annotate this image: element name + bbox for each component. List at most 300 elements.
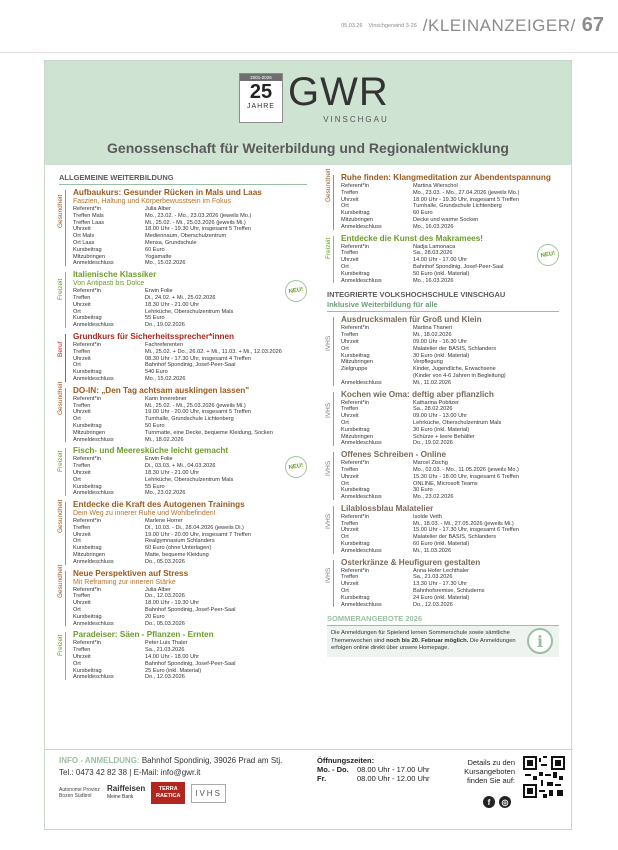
category-line	[65, 272, 66, 328]
course-detail-row	[73, 213, 307, 220]
detail-value: 30 Euro	[413, 487, 433, 494]
course-title: Grundkurs für Sicherheitssprecher*innen	[73, 331, 235, 341]
course-title: Osterkränze & Heufiguren gestalten	[341, 557, 481, 567]
terra-raetica-logo: TERRA RAETICA	[151, 782, 185, 804]
detail-value: Do., 19.02.2026	[413, 440, 453, 447]
detail-value: Turnhalle, Grundschule Lichtenberg	[145, 416, 234, 423]
category-line	[65, 388, 66, 443]
issue-date: 05.03.26	[341, 22, 363, 29]
course-detail-row	[341, 353, 559, 360]
course-detail-row	[341, 434, 559, 441]
course-detail-row	[341, 467, 559, 474]
logo-jahre: JAHRE	[247, 103, 275, 110]
qr-code-icon[interactable]	[523, 756, 565, 798]
detail-value: 30 Euro (inkl. Material)	[413, 426, 470, 433]
category-line	[333, 317, 334, 385]
category-line	[65, 448, 66, 496]
course-detail-row	[73, 369, 307, 376]
footer	[45, 749, 573, 831]
detail-value: Lehrküche, Oberschulzentrum Mals	[413, 419, 502, 426]
course-title: Italienische Klassiker	[73, 270, 157, 280]
detail-key: Treffen	[73, 348, 91, 355]
course-detail-row	[341, 264, 559, 271]
course-title: Paradeiser: Säen - Pflanzen - Ernten	[73, 630, 214, 640]
details-text: Details zu den Kursangeboten finden Sie auf:	[464, 758, 515, 785]
course-detail-row	[341, 494, 559, 501]
course-detail-row	[73, 490, 307, 497]
detail-key: Kursbeitrag	[341, 426, 370, 433]
course-detail-row	[73, 233, 307, 240]
course-detail-row	[73, 206, 307, 213]
course-detail-row	[341, 197, 559, 204]
course-detail-row	[341, 400, 559, 407]
detail-key: Treffen	[341, 250, 359, 257]
detail-value: 60 Euro (ohne Unterlagen)	[145, 545, 212, 552]
detail-key: Ort	[73, 538, 81, 545]
category-line	[333, 392, 334, 447]
detail-key: Anmeldeschluss	[73, 620, 114, 627]
detail-key: Treffen	[73, 402, 91, 409]
detail-value: 15.00 Uhr - 17.30 Uhr, insgesamt 6 Treffen	[413, 527, 519, 534]
course-detail-row	[73, 552, 307, 559]
detail-key: Uhrzeit	[73, 600, 91, 607]
detail-value: Do., 19.02.2026	[145, 322, 185, 329]
category-line	[65, 571, 66, 627]
detail-value: Mi., 11.02.2026	[413, 379, 452, 386]
detail-key: Ort	[341, 588, 349, 595]
detail-value: Marlene Horrer	[145, 518, 183, 525]
course-detail-row	[73, 416, 307, 423]
detail-key: Uhrzeit	[73, 654, 91, 661]
detail-key: Treffen Mals	[73, 212, 104, 219]
category-label: IVHS	[325, 460, 332, 476]
detail-value: 18.00 Uhr - 19.30 Uhr	[145, 600, 200, 607]
left-column	[59, 173, 307, 684]
detail-key: Kursbeitrag	[73, 545, 102, 552]
course-subtitle: Dein Weg zu innerer Ruhe und Wohlbefinden!	[73, 510, 216, 518]
category-line	[333, 560, 334, 608]
detail-value: Verpflegung	[413, 359, 443, 366]
course-entry	[327, 234, 559, 285]
detail-key: Kursbeitrag	[341, 270, 370, 277]
facebook-icon[interactable]: f	[483, 796, 495, 808]
sponsor-logos	[59, 782, 226, 804]
course-detail-row	[73, 545, 307, 552]
detail-value: (Kinder von 4-6 Jahren in Begleitung)	[413, 372, 506, 379]
detail-value: Bahnhofsremise, Schluderns	[413, 588, 485, 595]
detail-value: 20 Euro	[145, 613, 165, 620]
course-title: Ruhe finden: Klangmeditation zur Abendentspannung	[341, 173, 551, 182]
detail-value: Matte, bequeme Kleidung	[145, 552, 209, 559]
course-detail-row	[341, 548, 559, 555]
course-detail-row	[73, 647, 307, 654]
course-detail-row	[341, 373, 559, 380]
detail-key: Treffen	[73, 524, 91, 531]
detail-value: Mi., 18.02.2026	[413, 332, 452, 339]
detail-key: Referent*in	[341, 567, 369, 574]
detail-key: Anmeldeschluss	[341, 547, 382, 554]
detail-key: Referent*in	[341, 243, 369, 250]
detail-value: Mediennaum, Oberschulzentrum	[145, 233, 227, 240]
detail-value: Bahnhof Spondinig, Josef-Peer-Saal	[145, 362, 236, 369]
course-detail-row	[73, 484, 307, 491]
course-detail-row	[341, 210, 559, 217]
course-subtitle: Mit Reframing zur inneren Stärke	[73, 578, 176, 586]
detail-value: Do., 12.03.2026	[145, 674, 185, 681]
detail-key: Ort	[341, 203, 349, 210]
course-detail-row	[341, 271, 559, 278]
detail-key: Ort	[73, 660, 81, 667]
course-detail-row	[73, 593, 307, 600]
course-title: Entdecke die Kunst des Makramees!	[341, 233, 483, 243]
detail-value: ONLINE, Microsoft Teams	[413, 480, 478, 487]
category-line	[333, 175, 334, 230]
detail-key: Referent*in	[341, 183, 369, 189]
detail-value: 18.00 Uhr - 19.30 Uhr, insgesamt 5 Treffen	[413, 196, 519, 203]
course-detail-row	[73, 226, 307, 233]
detail-key: Referent*in	[73, 586, 101, 593]
course-detail-row	[73, 661, 307, 668]
detail-key: Anmeldeschluss	[73, 322, 114, 329]
course-title: Ausdrucksmalen für Groß und Klein	[341, 315, 482, 325]
detail-value: Isolde Veith	[413, 513, 442, 520]
course-detail-row	[341, 440, 559, 447]
detail-key: Uhrzeit	[341, 196, 359, 203]
course-detail-row	[73, 356, 307, 363]
category-label: IVHS	[325, 567, 332, 584]
category-line	[333, 452, 334, 500]
detail-value: 09.00 Uhr - 16.30 Uhr	[413, 338, 468, 345]
detail-key: Treffen	[73, 647, 91, 654]
detail-value: Bahnhof Spondinig, Josef-Peer-Saal	[145, 607, 236, 614]
detail-key: Kursbeitrag	[73, 483, 102, 490]
detail-key: Ort	[341, 263, 349, 270]
detail-key: Mitzubringen	[73, 552, 106, 559]
detail-key: Anmeldeschluss	[73, 375, 114, 382]
detail-value: Julia Alber	[145, 586, 171, 593]
course-title: Kochen wie Oma: deftig aber pflanzlich	[341, 389, 494, 399]
category-label: Freizeit	[325, 237, 332, 259]
category-label: Gesundheit	[57, 381, 64, 415]
hours-days: Fr.	[317, 774, 327, 783]
page-header	[341, 14, 604, 37]
detail-value: Do., 12.03.2026	[145, 593, 185, 600]
course-detail-row	[341, 481, 559, 488]
banner	[45, 61, 571, 165]
course-detail-row	[73, 600, 307, 607]
detail-value: Lehrküche, Oberschulzentrum Mals	[145, 476, 234, 483]
detail-value: Malatelier der BASIS, Schlanders	[413, 345, 497, 352]
course-detail-row	[341, 413, 559, 420]
logo-sub: VINSCHGAU	[323, 115, 389, 124]
detail-key: Ort Laas	[73, 239, 95, 246]
course-entry	[325, 168, 559, 231]
course-detail-row	[341, 183, 559, 190]
detail-key: Mitzubringen	[73, 253, 106, 260]
detail-value: 55 Euro	[145, 483, 165, 490]
detail-value: Mo., 23.02. - Mo., 23.03.2026 (jeweils Mo.)	[145, 212, 252, 219]
detail-value: Mi., 18.03. - Mi., 27.05.2026 (jeweils Mi.)	[413, 520, 514, 527]
course-detail-row	[73, 607, 307, 614]
detail-key: Treffen	[341, 574, 359, 581]
detail-key: Uhrzeit	[341, 338, 359, 345]
category-label: IVHS	[325, 335, 332, 351]
category-label: Freizeit	[57, 278, 64, 300]
detail-value: 55 Euro	[145, 315, 165, 322]
detail-value: Kinder, Jugendliche, Erwachsene	[413, 366, 496, 373]
footer-info	[59, 756, 282, 765]
course-detail-row	[341, 380, 559, 387]
detail-value: 25 Euro (inkl. Material)	[145, 667, 202, 674]
detail-key: Referent*in	[73, 288, 101, 295]
course-detail-row	[73, 470, 307, 477]
page-section-title: /KLEINANZEIGER/	[422, 15, 576, 35]
detail-key: Uhrzeit	[73, 531, 91, 538]
course-entry	[59, 332, 307, 383]
detail-key: Anmeldeschluss	[341, 440, 382, 447]
detail-value: Marcel Zischg	[413, 460, 448, 467]
detail-value: Karin Innerebner	[145, 395, 187, 402]
raiffeisen-logo: Raiffeisen Meine Bank	[107, 784, 146, 800]
detail-key: Anmeldeschluss	[73, 558, 114, 565]
detail-key: Treffen	[341, 189, 359, 196]
course-subtitle: Von Antipasti bis Dolce	[73, 280, 145, 288]
detail-value: 30 Euro (inkl. Material)	[413, 352, 470, 359]
logo-name: GWR	[288, 70, 389, 114]
detail-value: Sa., 28.02.2026	[413, 406, 453, 413]
detail-key: Referent*in	[341, 460, 369, 467]
detail-key: Kursbeitrag	[341, 541, 370, 548]
course-detail-row	[73, 342, 307, 349]
course-detail-row	[73, 247, 307, 254]
detail-key: Kursbeitrag	[73, 246, 102, 253]
detail-value: Do., 05.03.2026	[145, 558, 185, 565]
course-detail-row	[73, 614, 307, 621]
course-detail-row	[73, 668, 307, 675]
course-subtitle: Faszien, Haltung und Körperbewusstsein im Fokus	[73, 198, 231, 205]
category-line	[65, 632, 66, 680]
detail-key: Mitzubringen	[341, 433, 374, 440]
banner-title: Genossenschaft für Weiterbildung und Regionalentwicklung	[107, 140, 509, 156]
detail-key: Referent*in	[73, 456, 101, 463]
detail-key: Ort	[341, 534, 349, 541]
detail-value: 60 Euro	[145, 246, 165, 253]
detail-value: 18.30 Uhr - 21.00 Uhr	[145, 301, 200, 308]
course-detail-row	[73, 295, 307, 302]
course-detail-row	[341, 541, 559, 548]
section-title-allgemeine: ALLGEMEINE WEITERBILDUNG	[59, 173, 307, 185]
course-detail-row	[73, 477, 307, 484]
detail-key: Treffen	[73, 463, 91, 470]
detail-value: Bahnhof Spondinig, Josef-Peer-Saal	[413, 263, 504, 270]
course-detail-row	[341, 581, 559, 588]
course-detail-row	[341, 346, 559, 353]
detail-value: Peter Luis Thaler	[145, 640, 188, 647]
detail-key: Referent*in	[341, 325, 369, 332]
course-detail-row	[73, 362, 307, 369]
detail-key: Referent*in	[341, 399, 369, 406]
detail-value: Julia Alber	[145, 206, 171, 212]
course-detail-row	[73, 587, 307, 594]
detail-value: Bahnhof Spondinig, Josef-Peer-Saal	[145, 660, 236, 667]
detail-value: Anna Hofer Lechthaler	[413, 567, 469, 574]
detail-value: Di., 10.03. - Di., 28.04.2026 (jeweils Di.)	[145, 524, 244, 531]
detail-value: 08.30 Uhr - 17.30 Uhr, insgesamt 4 Treffen	[145, 355, 251, 362]
instagram-icon[interactable]: ◎	[499, 796, 511, 808]
detail-key: Treffen	[341, 406, 359, 413]
detail-key: Treffen	[341, 332, 359, 339]
detail-key: Referent*in	[73, 518, 101, 525]
detail-key: Referent*in	[73, 395, 101, 402]
sommer-box	[327, 626, 559, 657]
detail-value: 15.30 Uhr - 18.00 Uhr, insgesamt 6 Treffen	[413, 473, 519, 480]
ivhs-title: INTEGRIERTE VOLKSHOCHSCHULE VINSCHGAU	[327, 290, 506, 300]
detail-key: Treffen	[73, 294, 91, 301]
course-detail-row	[73, 559, 307, 566]
category-line	[333, 506, 334, 554]
course-detail-row	[341, 332, 559, 339]
course-detail-row	[73, 674, 307, 681]
detail-value: Mo., 23.03. - Mo., 27.04.2026 (jeweils Mo.)	[413, 189, 520, 196]
detail-key: Ort	[341, 419, 349, 426]
new-badge: NEU!	[283, 278, 308, 303]
course-detail-row	[341, 339, 559, 346]
info-label: INFO - ANMELDUNG:	[59, 756, 140, 765]
sommer-text-1: Die Anmeldungen für Spielend lernen Sommerschule sowie sämtliche Themenwochen sind	[331, 630, 510, 644]
detail-key: Mitzubringen	[341, 359, 374, 366]
detail-key: Zielgruppe	[341, 366, 368, 373]
course-entry	[59, 188, 307, 267]
course-detail-row	[73, 621, 307, 628]
detail-key: Treffen Laas	[73, 219, 105, 226]
detail-value: Malatelier der BASIS, Schlanders	[413, 534, 497, 541]
detail-value: 14.00 Uhr - 18.00 Uhr	[145, 654, 200, 661]
course-detail-row	[341, 574, 559, 581]
course-detail-row	[73, 456, 307, 463]
detail-key: Anmeldeschluss	[341, 277, 382, 284]
detail-value: Mo., 23.02.2026	[413, 494, 454, 501]
detail-key: Ort	[73, 416, 81, 423]
detail-key: Uhrzeit	[73, 301, 91, 308]
course-detail-row	[73, 430, 307, 437]
course-title: Fisch- und Meeresküche leicht gemacht	[73, 446, 229, 456]
course-title: Lilablossblau Malatelier	[341, 503, 434, 513]
logo-years: 2001-2026	[240, 74, 282, 81]
sommer-text-2: Die Anmeldungen erfolgen online direkt über unsere Homepage.	[331, 637, 516, 652]
detail-key: Uhrzeit	[341, 581, 359, 588]
detail-value: Turnmatte, eine Decke, bequeme Kleidung, Socken	[145, 429, 273, 436]
detail-key: Ort	[73, 308, 81, 315]
detail-key: Mitzubringen	[341, 216, 374, 223]
detail-key: Kursbeitrag	[73, 369, 102, 376]
header-divider	[0, 52, 618, 53]
course-detail-row	[73, 309, 307, 316]
course-detail-row	[73, 437, 307, 444]
course-entry	[327, 315, 559, 386]
detail-value: Lehrküche, Oberschulzentrum Mals	[145, 308, 234, 315]
course-detail-row	[341, 224, 559, 231]
course-entry	[57, 381, 307, 444]
category-line	[65, 502, 66, 565]
right-column	[325, 168, 559, 657]
course-detail-row	[341, 595, 559, 602]
detail-key: Ort	[73, 476, 81, 483]
detail-key: Kursbeitrag	[341, 210, 370, 217]
sommer-title: SOMMERANGEBOTE 2026	[327, 614, 559, 626]
detail-key	[341, 373, 413, 380]
ivhs-subtitle: Inklusive Weiterbildung für alle	[327, 300, 438, 310]
detail-key: Ort	[341, 345, 349, 352]
detail-key: Anmeldeschluss	[341, 223, 382, 230]
gwr-logo	[239, 70, 389, 124]
course-detail-row	[73, 322, 307, 329]
detail-value: Erwin Folie	[145, 288, 173, 295]
detail-value: Mi., 25.02. - Mi., 25.03.2026 (jeweils Mi.)	[145, 402, 246, 409]
hours-time: 08.00 Uhr - 17.00 Uhr	[357, 765, 430, 774]
detail-key: Anmeldeschluss	[341, 494, 382, 501]
detail-key: Kursbeitrag	[73, 315, 102, 322]
course-detail-row	[73, 315, 307, 322]
detail-value: 60 Euro (inkl. Material)	[413, 541, 470, 548]
detail-key: Kursbeitrag	[73, 613, 102, 620]
course-detail-row	[341, 602, 559, 609]
detail-value: Mi., 18.02.2026	[145, 436, 184, 443]
detail-key: Anmeldeschluss	[341, 601, 382, 608]
detail-value: 24 Euro (inkl. Material)	[413, 594, 470, 601]
course-detail-row	[73, 463, 307, 470]
detail-value: Nadja Lamonaca	[413, 243, 456, 250]
detail-value: Mo., 15.02.2026	[145, 260, 186, 267]
detail-value: Schürze + leere Behälter	[413, 433, 475, 440]
detail-key: Ort	[73, 362, 81, 369]
detail-value: Sa., 21.03.2026	[145, 647, 185, 654]
detail-value: Mo., 23.02.2026	[145, 490, 186, 497]
course-detail-row	[73, 302, 307, 309]
detail-key: Mitzubringen	[73, 429, 106, 436]
detail-value: Yogamatte	[145, 253, 172, 260]
course-title: Aufbaukurs: Gesunder Rücken in Mals und Laas	[73, 188, 262, 197]
detail-value: Do., 05.03.2026	[145, 620, 185, 627]
detail-value: 18.00 Uhr - 19.30 Uhr, insgesamt 5 Treffen	[145, 226, 251, 233]
detail-value: 18.30 Uhr - 21.00 Uhr	[145, 469, 200, 476]
detail-key: Kursbeitrag	[341, 487, 370, 494]
footer-contact: Tel.: 0473 42 82 38 | E-Mail: info@gwr.it	[59, 768, 201, 777]
course-detail-row	[73, 403, 307, 410]
course-title: Offenes Schreiben - Online	[341, 450, 447, 460]
category-label: Gesundheit	[325, 168, 332, 202]
course-detail-row	[341, 278, 559, 285]
course-detail-row	[341, 203, 559, 210]
detail-key: Treffen	[341, 466, 359, 473]
detail-key: Ort Mals	[73, 233, 95, 240]
detail-key: Ort	[73, 607, 81, 614]
hours-title: Öffnungszeiten:	[317, 756, 375, 765]
new-badge: NEU!	[283, 455, 308, 480]
course-entry	[59, 630, 307, 681]
course-detail-row	[73, 376, 307, 383]
detail-value: Mi., 11.03.2026	[413, 547, 452, 554]
social-icons	[483, 796, 511, 808]
detail-key: Uhrzeit	[341, 473, 359, 480]
detail-key: Uhrzeit	[73, 409, 91, 416]
detail-value: Mo., 02.03. - Mo., 11.05.2026 (jeweils Mo.)	[413, 466, 519, 473]
course-detail-row	[73, 654, 307, 661]
detail-value: Katharina Pobitzer	[413, 399, 460, 406]
course-detail-row	[73, 640, 307, 647]
detail-key: Kursbeitrag	[73, 422, 102, 429]
course-entry	[59, 500, 307, 566]
detail-value: 50 Euro (inkl. Material)	[413, 270, 470, 277]
